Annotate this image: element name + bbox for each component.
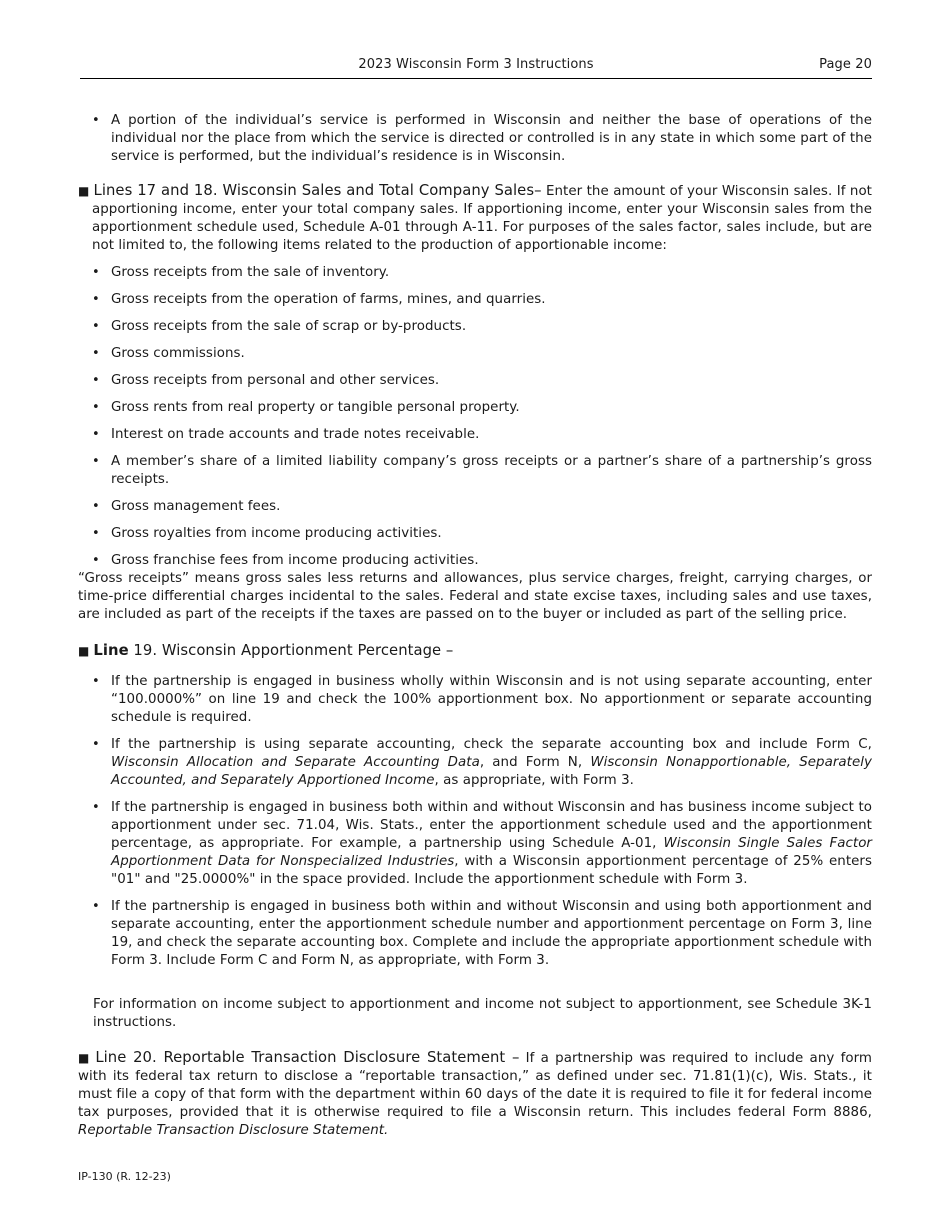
form-c-title: Wisconsin Allocation and Separate Accounting Data: [111, 755, 480, 770]
page-header: [80, 56, 872, 79]
section-heading: Lines 17 and 18. Wisconsin Sales and Total Company Sales–: [93, 182, 542, 199]
section-heading-bold: Line: [93, 642, 129, 659]
list-item: • If the partnership is engaged in business wholly within Wisconsin and is not using separate accounting, enter “100.0000%” on line 19 and check the 100% apportionment box. No apportionment or separate accounting schedule is required.: [78, 673, 872, 727]
list-item: • If the partnership is engaged in business both within and without Wisconsin and using both apportionment and separate accounting, enter the apportionment schedule number and apportionment percentage on Form 3, line 19, and check the separate accounting box. Complete and include the appropriate apportionment schedule with Form 3. Include Form C and Form N, as appropriate, with Form 3.: [78, 898, 872, 970]
list-item: • Gross commissions.: [78, 345, 872, 363]
list-item: [78, 736, 872, 790]
schedule-a01-title: Wisconsin Single Sales Factor Apportionment Data for Nonspecialized Industries: [111, 836, 872, 869]
section-marker: ■: [78, 1051, 92, 1065]
line-20-paragraph: [78, 1049, 872, 1140]
apportionment-info: For information on income subject to apportionment and income not subject to apportionment, see Schedule 3K-1 instructions.: [93, 997, 872, 1030]
section-text: If a partnership was required to include any form with its federal tax return to disclose a “reportable transaction,” as defined under sec. 71.81(1)(c), Wis. Stats., it must file a copy of that form with the department within 60 days of the date it is required to file it for federal income tax purposes, provided that it is otherwise required to file a Wisconsin return. This includes federal Form 8886,: [78, 1051, 873, 1120]
section-heading: Line 20. Reportable Transaction Disclosure Statement –: [95, 1049, 520, 1066]
line-20-section: [78, 1049, 872, 1140]
list-item: • Interest on trade accounts and trade notes receivable.: [78, 426, 872, 444]
lines-17-18-section: [78, 182, 872, 624]
list-item: [78, 799, 872, 889]
list-item: • A member’s share of a limited liability company’s gross receipts or a partner’s share of a partnership’s gross receipts.: [78, 453, 872, 489]
section-text: Enter the amount of your Wisconsin sales. If not apportioning income, enter your total company sales. If apportioning income, enter your Wisconsin sales from the apportionment schedule used, Schedule A-01 through A-11. For purposes of the sales factor, sales include, but are not limited to, the following items related to the production of apportionable income:: [92, 184, 872, 253]
page-number: Page 20: [819, 57, 872, 72]
intro-list: [78, 112, 872, 166]
text-run: , as appropriate, with Form 3.: [434, 773, 634, 788]
gross-receipts-definition: “Gross receipts” means gross sales less returns and allowances, plus service charges, freight, carrying charges, or time-price differential charges incidental to the sales. Federal and state excise taxes, including sales and use taxes, are included as part of the receipts if the taxes are passed on to the buyer or included as part of the selling price.: [78, 571, 872, 622]
section-marker: ■: [78, 184, 90, 198]
form-footer-id: IP-130 (R. 12-23): [78, 1170, 171, 1183]
apportionment-list: [78, 673, 872, 970]
line-19-section: [78, 642, 872, 1032]
list-item: • Gross franchise fees from income producing activities.: [78, 552, 872, 570]
section-marker: ■: [78, 644, 90, 658]
text-run: If the partnership is engaged in business both within and without Wisconsin and has business income subject to apportionment under sec. 71.04, Wis. Stats., enter the apportionment schedule used and the apportionment percentage, as appropriate. For example, a partnership using Schedule A-01,: [111, 800, 872, 851]
text-run: , with a Wisconsin apportionment percentage of 25% enters "01" and "25.0000%" in the space provided. Include the apportionment schedule with Form 3.: [111, 854, 873, 887]
document-title: 2023 Wisconsin Form 3 Instructions: [358, 57, 594, 72]
list-item: • A portion of the individual’s service is performed in Wisconsin and neither the base of operations of the individual nor the place from which the service is directed or controlled is in any state in which some part of the service is performed, but the individual’s residence is in Wisconsin.: [78, 112, 872, 166]
list-item: • Gross receipts from the sale of scrap or by-products.: [78, 318, 872, 336]
document-body: [78, 112, 872, 1140]
form-8886-title: Reportable Transaction Disclosure Statement.: [78, 1123, 389, 1138]
list-item: • Gross management fees.: [78, 498, 872, 516]
lines-17-18-intro: [78, 182, 872, 255]
list-item: • Gross receipts from personal and other services.: [78, 372, 872, 390]
text-run: If the partnership is using separate accounting, check the separate accounting box and include Form C,: [111, 737, 872, 752]
section-heading: 19. Wisconsin Apportionment Percentage –: [128, 642, 454, 659]
text-run: , and Form N,: [479, 755, 591, 770]
sales-items-list: [78, 264, 872, 570]
line-19-heading: [78, 642, 872, 661]
list-item: • Gross royalties from income producing activities.: [78, 525, 872, 543]
list-item: • Gross receipts from the sale of inventory.: [78, 264, 872, 282]
list-item: • Gross rents from real property or tangible personal property.: [78, 399, 872, 417]
form-n-title: Wisconsin Nonapportionable, Separately Accounted, and Separately Apportioned Income: [111, 755, 872, 788]
list-item: • Gross receipts from the operation of farms, mines, and quarries.: [78, 291, 872, 309]
